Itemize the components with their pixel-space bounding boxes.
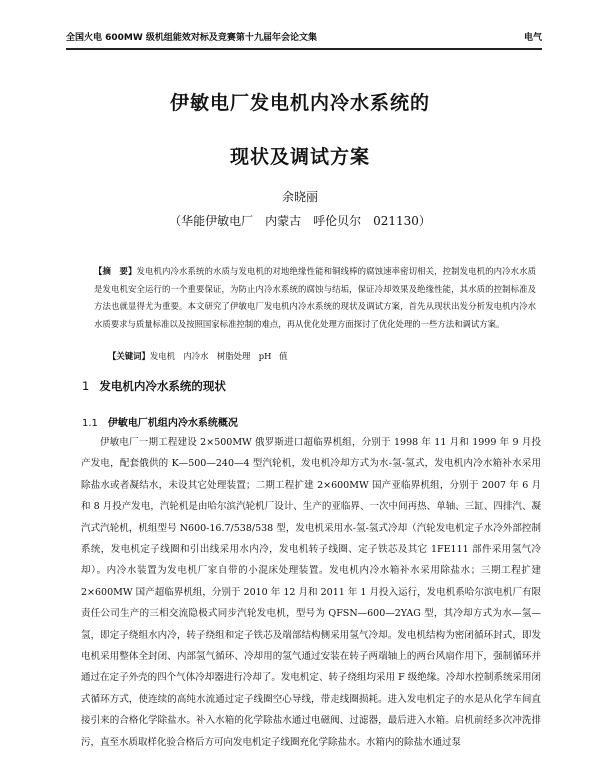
running-header-right: 电气 <box>523 33 542 43</box>
running-header <box>66 30 542 50</box>
abstract-text: 发电机内冷水系统的水质与发电机的对地绝缘性能和铜线棒的腐蚀速率密切相关，控制发电机的内冷水水质是发电机安全运行的一个重要保证，为防止内冷水系统的腐蚀与结垢，保证冷却效果及绝缘性能，其水质的控制标准及方法也就显得尤为重要。本文研究了伊敏电厂发电机内冷水系统的现状及调试方案，首先从现状出发分析发电机内冷水水质要求与质量标准以及按照国家标准控制的难点，再从优化处理方面探讨了优化处理的一些方法和调试方案。 <box>94 266 536 329</box>
section-title: 发电机内冷水系统的现状 <box>99 379 226 393</box>
subsection-title: 伊敏电厂机组内冷水系统概况 <box>107 418 238 429</box>
body-paragraph: 伊敏电厂一期工程建设 2×500MW 俄罗斯进口超临界机组，分别于 1998 年 11 月和 1999 年 9 月投产发电，配套俄供的 K—500—240—4 型汽轮机，发电机冷却方式为水-氢-氢式，发电机内冷水箱补水采用除盐水或者凝结水，未设其它处理装置；二期工程扩建 2×600MW 国产亚临界机组，分别于 2007 年 6 月和 8 月投产发电，汽轮机是由哈尔滨汽轮机厂设计、生产的亚临界、一次中间再热、单轴、三缸、四排汽、凝汽式汽轮机，机组型号 N600-16.7/538/538 型，发电机采用水-氢-氢式冷却（汽轮发电机定子水冷外部控制系统，发电机定子线圈和引出线采用水内冷，发电机转子线圈、定子铁芯及其它 1FE111 部件采用氢气冷却）。内冷水装置为发电机厂家自带的小混床处理装置。发电机内冷水箱补水采用除盐水；三期工程扩建 2×600MW 国产超临界机组，分别于 2010 年 12 月和 2011 年 1 月投入运行，发电机系哈尔滨电机厂有限责任公司生产的三相交流隐极式同步汽轮发电机，型号为 QFSN—600—2YAG 型，其冷却方式为水—氢—氢，即定子绕组水内冷，转子绕组和定子铁芯及端部结构侧采用氢气冷却。发电机结构为密闭循环封式，即发电机采用整体全封闭、内部氢气循环、冷却用的氢气通过安装在转子两端轴上的两台风扇作用下，强制循环并通过在定子外壳的四个气体冷却器进行冷却了。发电机定、转子绕组均采用 F 级绝缘。冷却水控制系统采用闭式循环方式，使连续的高纯水流通过定子线圈空心导线，带走线圈损耗。进入发电机定子的水是从化学车间直接引来的合格化学除盐水。补入水箱的化学除盐水通过电磁阀、过滤器，最后进入水箱。启机前经多次冲洗排污，直至水质取样化验合格后方可向发电机定子线圈充化学除盐水。水箱内的除盐水通过泵 <box>81 437 541 748</box>
section-heading <box>82 378 226 394</box>
subsection-number: 1.1 <box>82 418 98 429</box>
section-number: 1 <box>82 379 90 393</box>
author-affiliation: （华能伊敏电厂 内蒙古 呼伦贝尔 021130） <box>169 214 431 228</box>
keywords-label: 【关键词】 <box>108 351 150 361</box>
paper-title-line1: 伊敏电厂发电机内冷水系统的 <box>169 92 430 114</box>
abstract <box>94 263 536 333</box>
abstract-label: 【摘 要】 <box>94 266 137 276</box>
paper-title-line2: 现状及调试方案 <box>229 146 370 168</box>
keywords-text: 发电机 内冷水 树脂处理 pH 值 <box>149 351 288 361</box>
keywords <box>108 349 287 363</box>
author-name: 余晓丽 <box>281 190 318 204</box>
subsection-heading <box>82 414 238 429</box>
running-header-left: 全国火电 600MW 级机组能效对标及竞赛第十九届年会论文集 <box>66 33 317 43</box>
